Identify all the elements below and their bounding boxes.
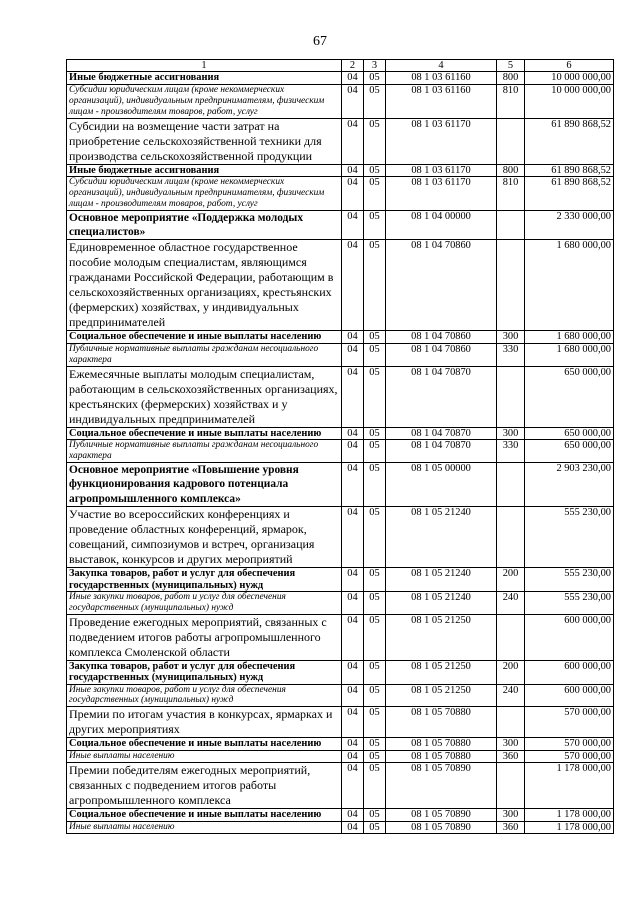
cell-amount: 570 000,00 xyxy=(525,738,614,750)
cell-subsection: 05 xyxy=(364,176,386,210)
cell-section: 04 xyxy=(342,118,364,164)
cell-name: Единовременное областное государственное пособие молодым специалистам, являющимся гражданами Российской Федерации, работающим в сельскохозяйственных организациях, крестьянских (фермерских) хозяйствах, у индивидуальных предпринимателей xyxy=(67,240,342,331)
cell-expense-type: 300 xyxy=(497,427,525,439)
table-row xyxy=(67,331,614,343)
cell-target-article: 08 1 04 70860 xyxy=(386,331,497,343)
cell-subsection: 05 xyxy=(364,707,386,738)
cell-name: Социальное обеспечение и иные выплаты населению xyxy=(67,809,342,821)
table-row xyxy=(67,750,614,762)
cell-subsection: 05 xyxy=(364,331,386,343)
cell-amount: 1 178 000,00 xyxy=(525,809,614,821)
cell-section: 04 xyxy=(342,440,364,463)
cell-section: 04 xyxy=(342,738,364,750)
cell-expense-type xyxy=(497,707,525,738)
cell-section: 04 xyxy=(342,210,364,240)
cell-name: Социальное обеспечение и иные выплаты населению xyxy=(67,427,342,439)
cell-amount: 650 000,00 xyxy=(525,440,614,463)
cell-subsection: 05 xyxy=(364,507,386,568)
cell-subsection: 05 xyxy=(364,591,386,614)
cell-subsection: 05 xyxy=(364,660,386,684)
cell-target-article: 08 1 05 21250 xyxy=(386,614,497,660)
cell-subsection: 05 xyxy=(364,118,386,164)
cell-expense-type: 800 xyxy=(497,164,525,176)
cell-expense-type xyxy=(497,507,525,568)
cell-expense-type: 300 xyxy=(497,738,525,750)
cell-subsection: 05 xyxy=(364,738,386,750)
cell-target-article: 08 1 05 70890 xyxy=(386,821,497,833)
cell-name: Публичные нормативные выплаты гражданам несоциального характера xyxy=(67,343,342,366)
cell-name: Социальное обеспечение и иные выплаты населению xyxy=(67,331,342,343)
cell-section: 04 xyxy=(342,821,364,833)
table-row xyxy=(67,821,614,833)
cell-subsection: 05 xyxy=(364,462,386,506)
table-row xyxy=(67,763,614,809)
cell-expense-type xyxy=(497,240,525,331)
cell-expense-type: 300 xyxy=(497,331,525,343)
cell-name: Субсидии юридическим лицам (кроме некоммерческих организаций), индивидуальным предпринимателям, физическим лицам - производителям товаров, работ, услуг xyxy=(67,84,342,118)
column-header-3: 3 xyxy=(364,60,386,72)
cell-section: 04 xyxy=(342,366,364,427)
cell-section: 04 xyxy=(342,343,364,366)
cell-name: Иные бюджетные ассигнования xyxy=(67,164,342,176)
cell-amount: 1 178 000,00 xyxy=(525,821,614,833)
cell-name: Субсидии на возмещение части затрат на приобретение сельскохозяйственной техники для производства сельскохозяйственной продукции xyxy=(67,118,342,164)
cell-name: Проведение ежегодных мероприятий, связанных с подведением итогов работы агропромышленного комплекса Смоленской области xyxy=(67,614,342,660)
cell-expense-type xyxy=(497,118,525,164)
cell-section: 04 xyxy=(342,164,364,176)
cell-amount: 1 680 000,00 xyxy=(525,343,614,366)
cell-amount: 650 000,00 xyxy=(525,366,614,427)
cell-target-article: 08 1 04 70860 xyxy=(386,343,497,366)
cell-target-article: 08 1 05 21240 xyxy=(386,591,497,614)
cell-name: Социальное обеспечение и иные выплаты населению xyxy=(67,738,342,750)
cell-section: 04 xyxy=(342,614,364,660)
cell-section: 04 xyxy=(342,763,364,809)
cell-amount: 555 230,00 xyxy=(525,591,614,614)
table-row xyxy=(67,684,614,707)
table-row xyxy=(67,343,614,366)
cell-expense-type xyxy=(497,210,525,240)
cell-target-article: 08 1 03 61170 xyxy=(386,118,497,164)
column-header-5: 5 xyxy=(497,60,525,72)
cell-name: Иные закупки товаров, работ и услуг для обеспечения государственных (муниципальных) нужд xyxy=(67,684,342,707)
cell-amount: 555 230,00 xyxy=(525,507,614,568)
table-row xyxy=(67,72,614,84)
cell-name: Субсидии юридическим лицам (кроме некоммерческих организаций), индивидуальным предпринимателям, физическим лицам - производителям товаров, работ, услуг xyxy=(67,176,342,210)
cell-amount: 555 230,00 xyxy=(525,568,614,592)
table-row xyxy=(67,591,614,614)
cell-target-article: 08 1 05 70880 xyxy=(386,750,497,762)
cell-subsection: 05 xyxy=(364,763,386,809)
cell-subsection: 05 xyxy=(364,750,386,762)
cell-section: 04 xyxy=(342,809,364,821)
cell-expense-type: 300 xyxy=(497,809,525,821)
cell-target-article: 08 1 03 61170 xyxy=(386,164,497,176)
cell-expense-type xyxy=(497,462,525,506)
cell-section: 04 xyxy=(342,568,364,592)
cell-subsection: 05 xyxy=(364,343,386,366)
cell-expense-type: 810 xyxy=(497,176,525,210)
cell-expense-type: 240 xyxy=(497,591,525,614)
cell-amount: 61 890 868,52 xyxy=(525,118,614,164)
cell-subsection: 05 xyxy=(364,84,386,118)
table-row xyxy=(67,660,614,684)
cell-amount: 600 000,00 xyxy=(525,614,614,660)
cell-amount: 650 000,00 xyxy=(525,427,614,439)
cell-target-article: 08 1 05 21250 xyxy=(386,660,497,684)
cell-target-article: 08 1 04 70860 xyxy=(386,240,497,331)
cell-target-article: 08 1 05 21240 xyxy=(386,507,497,568)
cell-target-article: 08 1 05 21240 xyxy=(386,568,497,592)
table-row xyxy=(67,210,614,240)
cell-subsection: 05 xyxy=(364,614,386,660)
cell-name: Иные выплаты населению xyxy=(67,750,342,762)
cell-target-article: 08 1 05 00000 xyxy=(386,462,497,506)
cell-section: 04 xyxy=(342,707,364,738)
cell-amount: 10 000 000,00 xyxy=(525,84,614,118)
cell-section: 04 xyxy=(342,507,364,568)
cell-amount: 1 680 000,00 xyxy=(525,240,614,331)
header-row xyxy=(67,60,614,72)
cell-name: Премии победителям ежегодных мероприятий, связанных с подведением итогов работы агропромышленного комплекса xyxy=(67,763,342,809)
cell-target-article: 08 1 03 61170 xyxy=(386,176,497,210)
table-row xyxy=(67,440,614,463)
cell-target-article: 08 1 04 00000 xyxy=(386,210,497,240)
cell-expense-type: 800 xyxy=(497,72,525,84)
cell-amount: 1 680 000,00 xyxy=(525,331,614,343)
table-row xyxy=(67,176,614,210)
cell-target-article: 08 1 04 70870 xyxy=(386,427,497,439)
cell-amount: 61 890 868,52 xyxy=(525,176,614,210)
cell-amount: 2 903 230,00 xyxy=(525,462,614,506)
cell-subsection: 05 xyxy=(364,440,386,463)
cell-section: 04 xyxy=(342,660,364,684)
cell-name: Закупка товаров, работ и услуг для обеспечения государственных (муниципальных) нужд xyxy=(67,568,342,592)
cell-target-article: 08 1 05 21250 xyxy=(386,684,497,707)
cell-name: Иные бюджетные ассигнования xyxy=(67,72,342,84)
cell-target-article: 08 1 05 70890 xyxy=(386,809,497,821)
cell-subsection: 05 xyxy=(364,240,386,331)
cell-name: Иные выплаты населению xyxy=(67,821,342,833)
cell-amount: 600 000,00 xyxy=(525,684,614,707)
cell-subsection: 05 xyxy=(364,809,386,821)
cell-section: 04 xyxy=(342,591,364,614)
cell-target-article: 08 1 04 70870 xyxy=(386,440,497,463)
cell-name: Участие во всероссийских конференциях и проведение областных конференций, ярмарок, совещаний, симпозиумов и встреч, организация выставок, конкурсов и других мероприятий xyxy=(67,507,342,568)
column-header-1: 1 xyxy=(67,60,342,72)
cell-amount: 61 890 868,52 xyxy=(525,164,614,176)
cell-expense-type: 810 xyxy=(497,84,525,118)
cell-expense-type: 200 xyxy=(497,660,525,684)
cell-name: Основное мероприятие «Повышение уровня функционирования кадрового потенциала агропромышленного комплекса» xyxy=(67,462,342,506)
table-row xyxy=(67,568,614,592)
cell-name: Ежемесячные выплаты молодым специалистам, работающим в сельскохозяйственных организациях, крестьянских (фермерских) хозяйствах и у индивидуальных предпринимателей xyxy=(67,366,342,427)
cell-subsection: 05 xyxy=(364,366,386,427)
cell-expense-type: 200 xyxy=(497,568,525,592)
table-row xyxy=(67,118,614,164)
table-row xyxy=(67,462,614,506)
cell-expense-type xyxy=(497,366,525,427)
cell-expense-type: 330 xyxy=(497,343,525,366)
table-row xyxy=(67,809,614,821)
cell-section: 04 xyxy=(342,176,364,210)
cell-target-article: 08 1 05 70880 xyxy=(386,707,497,738)
cell-section: 04 xyxy=(342,750,364,762)
cell-target-article: 08 1 03 61160 xyxy=(386,72,497,84)
cell-section: 04 xyxy=(342,331,364,343)
cell-subsection: 05 xyxy=(364,684,386,707)
column-header-4: 4 xyxy=(386,60,497,72)
cell-section: 04 xyxy=(342,427,364,439)
cell-target-article: 08 1 05 70880 xyxy=(386,738,497,750)
cell-section: 04 xyxy=(342,684,364,707)
table-row xyxy=(67,84,614,118)
cell-section: 04 xyxy=(342,240,364,331)
cell-section: 04 xyxy=(342,84,364,118)
table-row xyxy=(67,427,614,439)
cell-section: 04 xyxy=(342,72,364,84)
cell-section: 04 xyxy=(342,462,364,506)
table-body xyxy=(67,72,614,834)
cell-subsection: 05 xyxy=(364,72,386,84)
cell-amount: 570 000,00 xyxy=(525,707,614,738)
table-row xyxy=(67,366,614,427)
column-header-6: 6 xyxy=(525,60,614,72)
cell-name: Иные закупки товаров, работ и услуг для обеспечения государственных (муниципальных) нужд xyxy=(67,591,342,614)
cell-subsection: 05 xyxy=(364,568,386,592)
table-row xyxy=(67,240,614,331)
table-row xyxy=(67,707,614,738)
cell-expense-type: 360 xyxy=(497,821,525,833)
cell-target-article: 08 1 05 70890 xyxy=(386,763,497,809)
cell-expense-type xyxy=(497,614,525,660)
cell-name: Публичные нормативные выплаты гражданам несоциального характера xyxy=(67,440,342,463)
cell-name: Закупка товаров, работ и услуг для обеспечения государственных (муниципальных) нужд xyxy=(67,660,342,684)
page-number: 67 xyxy=(313,34,327,49)
cell-amount: 2 330 000,00 xyxy=(525,210,614,240)
cell-target-article: 08 1 03 61160 xyxy=(386,84,497,118)
cell-subsection: 05 xyxy=(364,164,386,176)
cell-expense-type: 240 xyxy=(497,684,525,707)
budget-table xyxy=(66,59,614,834)
table-row xyxy=(67,507,614,568)
cell-name: Премии по итогам участия в конкурсах, ярмарках и других мероприятиях xyxy=(67,707,342,738)
cell-expense-type: 330 xyxy=(497,440,525,463)
cell-expense-type xyxy=(497,763,525,809)
table-row xyxy=(67,614,614,660)
cell-target-article: 08 1 04 70870 xyxy=(386,366,497,427)
cell-subsection: 05 xyxy=(364,821,386,833)
cell-amount: 10 000 000,00 xyxy=(525,72,614,84)
cell-amount: 600 000,00 xyxy=(525,660,614,684)
cell-expense-type: 360 xyxy=(497,750,525,762)
cell-amount: 1 178 000,00 xyxy=(525,763,614,809)
cell-subsection: 05 xyxy=(364,427,386,439)
cell-name: Основное мероприятие «Поддержка молодых специалистов» xyxy=(67,210,342,240)
table-row xyxy=(67,738,614,750)
cell-subsection: 05 xyxy=(364,210,386,240)
cell-amount: 570 000,00 xyxy=(525,750,614,762)
column-header-2: 2 xyxy=(342,60,364,72)
table-row xyxy=(67,164,614,176)
